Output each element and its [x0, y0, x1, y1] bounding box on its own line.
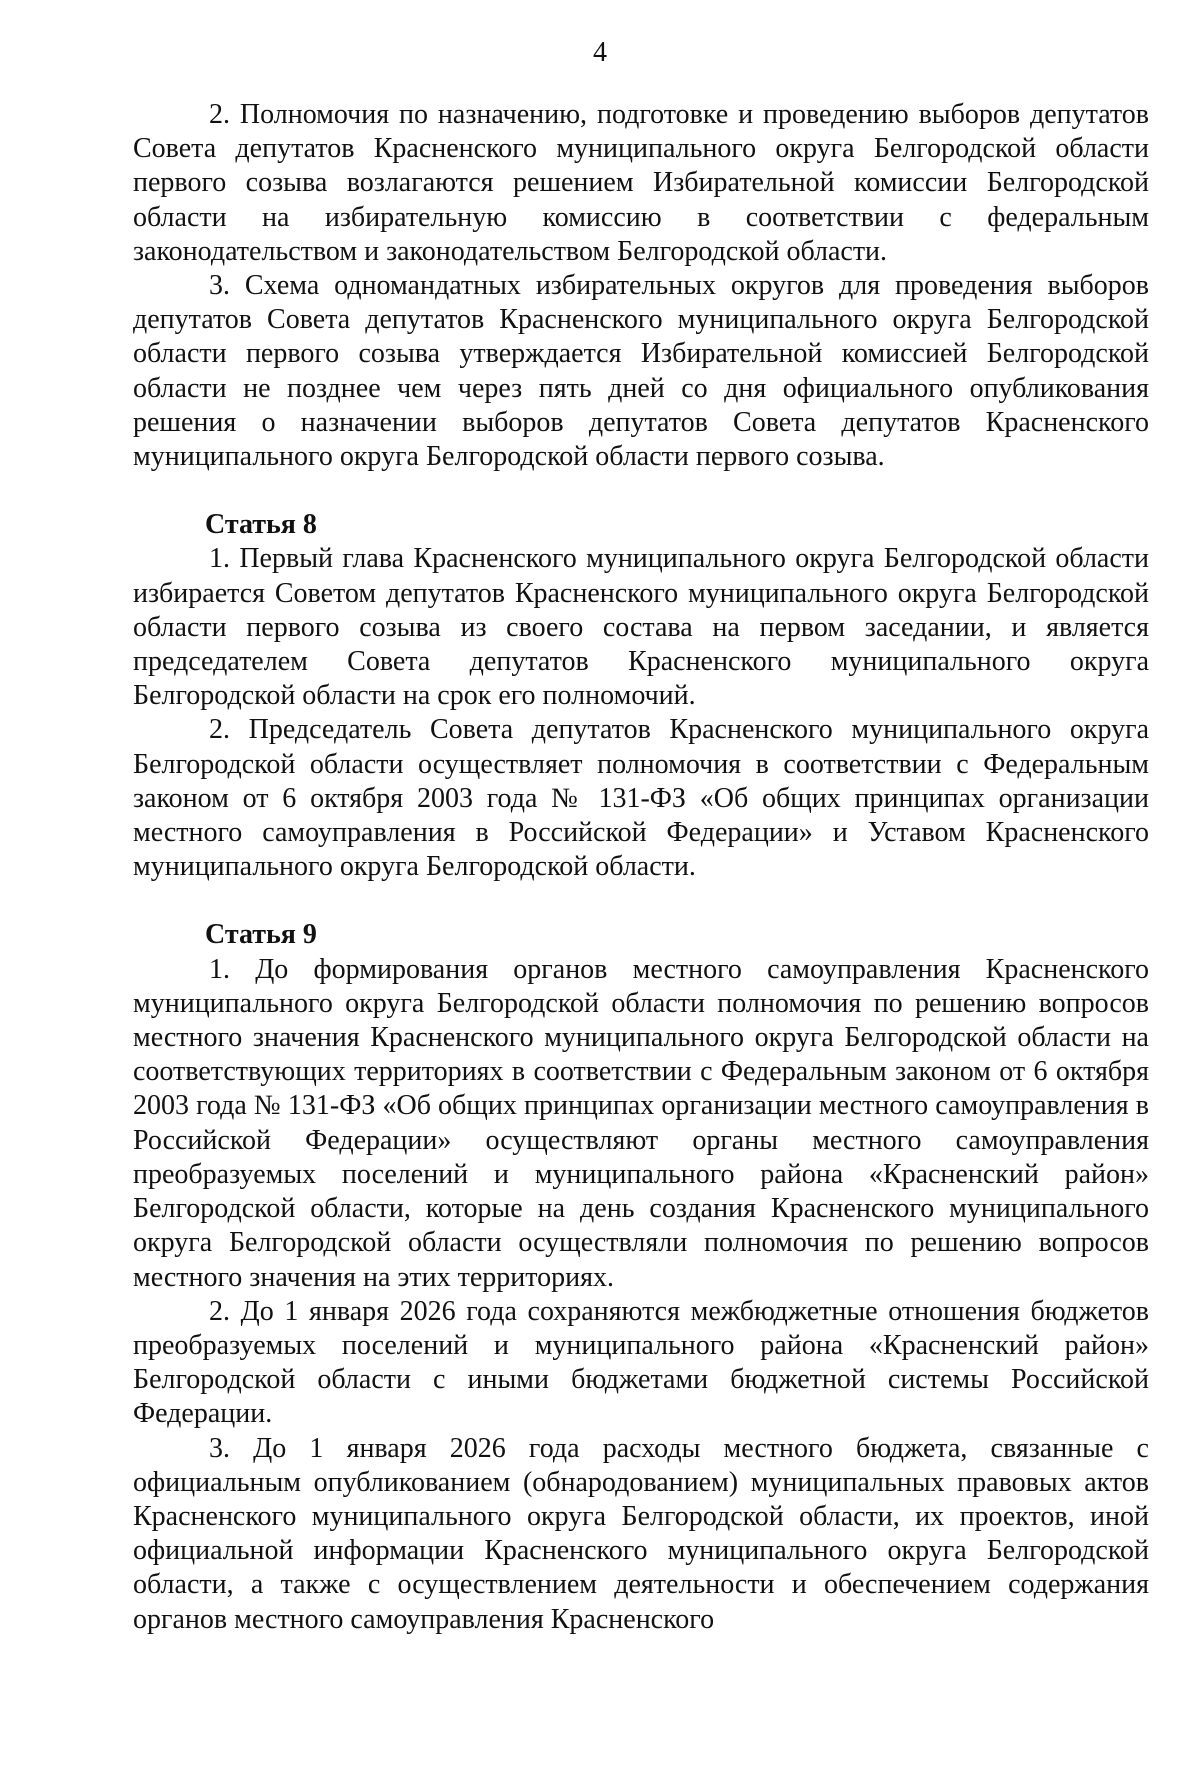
- section-gap: [133, 474, 1149, 508]
- section-gap: [133, 884, 1149, 918]
- article7-paragraph-3: 3. Схема одномандатных избирательных округов для проведения выборов депутатов Совета депутатов Красненского муниципального округа Белгородской области первого созыва утверждается Избирательной комиссией Белгородской области не позднее чем через пять дней со дня официального опубликования решения о назначении выборов депутатов Совета депутатов Красненского муниципального округа Белгородской области первого созыва.: [133, 270, 1149, 473]
- page-number: 4: [593, 37, 607, 68]
- document-body: [133, 98, 1149, 1637]
- article8-paragraph-1: 1. Первый глава Красненского муниципального округа Белгородской области избирается Советом депутатов Красненского муниципального округа Белгородской области первого созыва из своего состава на первом заседании, и является председателем Совета депутатов Красненского муниципального округа Белгородской области на срок его полномочий.: [133, 543, 1149, 712]
- article8-heading: Статья 8: [205, 509, 317, 541]
- article9-paragraph-1: 1. До формирования органов местного самоуправления Красненского муниципального округа Белгородской области полномочия по решению вопросов местного значения Красненского муниципального округа Белгородской области на соответствующих территориях в соответствии с Федеральным законом от 6 октября 2003 года № 131-ФЗ «Об общих принципах организации местного самоуправления в Российской Федерации» осуществляют органы местного самоуправления преобразуемых поселений и муниципального района «Красненский район» Белгородской области, которые на день создания Красненского муниципального округа Белгородской области осуществляли полномочия по решению вопросов местного значения на этих территориях.: [133, 953, 1149, 1293]
- article9-heading: Статья 9: [205, 919, 317, 951]
- article9-paragraph-3: 3. До 1 января 2026 года расходы местного бюджета, связанные с официальным опубликованием (обнародованием) муниципальных правовых актов Красненского муниципального округа Белгородской области, их проектов, иной официальной информации Красненского муниципального округа Белгородской области, а также с осуществлением деятельности и обеспечением содержания органов местного самоуправления Красненского: [133, 1432, 1149, 1635]
- article9-paragraph-2: 2. До 1 января 2026 года сохраняются межбюджетные отношения бюджетов преобразуемых поселений и муниципального района «Красненский район» Белгородской области с иными бюджетами бюджетной системы Российской Федерации.: [133, 1295, 1149, 1430]
- article7-paragraph-2: 2. Полномочия по назначению, подготовке и проведению выборов депутатов Совета депутатов Красненского муниципального округа Белгородской области первого созыва возлагаются решением Избирательной комиссии Белгородской области на избирательную комиссию в соответствии с федеральным законодательством и законодательством Белгородской области.: [133, 99, 1149, 267]
- article8-paragraph-2: 2. Председатель Совета депутатов Красненского муниципального округа Белгородской области осуществляет полномочия в соответствии с Федеральным законом от 6 октября 2003 года № 131-ФЗ «Об общих принципах организации местного самоуправления в Российской Федерации» и Уставом Красненского муниципального округа Белгородской области.: [133, 714, 1149, 883]
